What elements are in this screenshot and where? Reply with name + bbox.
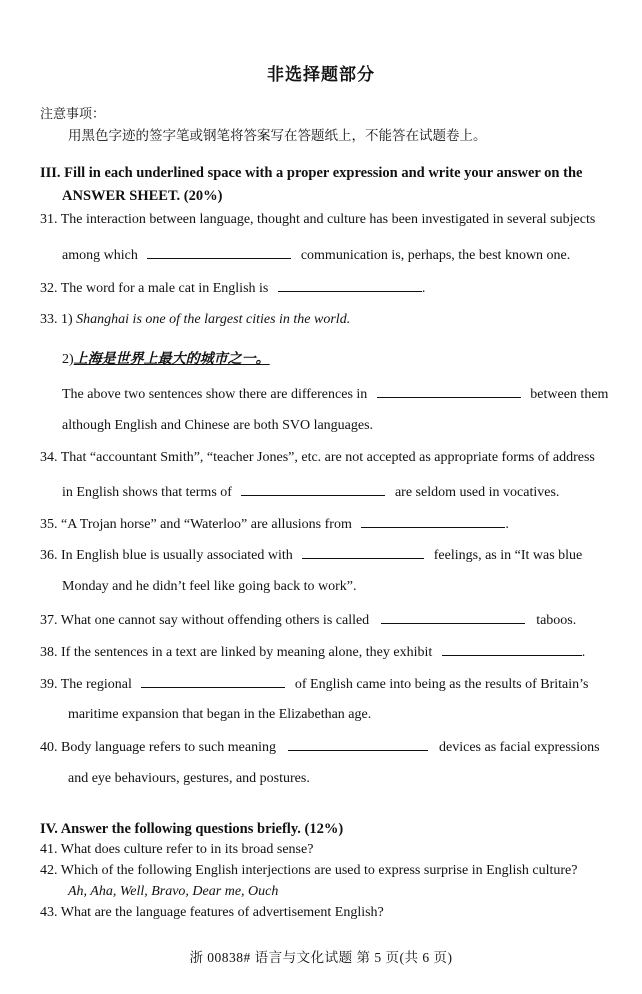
q33-sentence-chinese: 上海是世界上最大的城市之一。: [73, 352, 270, 367]
q40-text-after: devices as facial expressions: [439, 740, 600, 755]
q43-line: 43. What are the language features of advertisement English?: [40, 905, 384, 920]
q37-text-after: taboos.: [536, 613, 577, 628]
q36-text-after: feelings, as in “It was blue: [433, 548, 583, 563]
q36-line2: Monday and he didn’t feel like going back to work”.: [62, 579, 357, 594]
q37-answer-blank: [381, 611, 525, 624]
q31-line1: 31. The interaction between language, thought and culture has been investigated in several subjects: [40, 212, 596, 227]
notice-heading: 注意事项：: [40, 106, 106, 121]
q33-line3: [62, 385, 608, 403]
q33-line4: although English and Chinese are both SVO languages.: [62, 418, 374, 433]
q36-answer-blank: [302, 546, 424, 559]
q32-line: [40, 279, 425, 297]
section-4-heading: IV. Answer the following questions briefly. (12%): [40, 821, 344, 837]
q36-text-before: 36. In English blue is usually associated with: [40, 548, 293, 563]
q33-number: 33. 1): [40, 312, 73, 327]
q34-line2: [62, 483, 559, 501]
q35-answer-blank: [361, 515, 505, 528]
q38-text-after: .: [581, 645, 586, 660]
q41-line: 41. What does culture refer to in its broad sense?: [40, 842, 314, 857]
q39-text-after: of English came into being as the results of Britain’s: [294, 677, 589, 692]
q42-options: Ah, Aha, Well, Bravo, Dear me, Ouch: [68, 884, 279, 899]
q33-line1: [40, 312, 350, 328]
q31-answer-blank: [147, 246, 291, 259]
q38-text-before: 38. If the sentences in a text are linked by meaning alone, they exhibit: [40, 645, 433, 660]
q39-line2: maritime expansion that began in the Elizabethan age.: [68, 707, 372, 722]
q32-text-before: 32. The word for a male cat in English is: [40, 281, 269, 296]
q40-answer-blank: [288, 738, 428, 751]
q31-text-after: communication is, perhaps, the best known one.: [300, 248, 571, 263]
q31-text-before: among which: [62, 248, 138, 263]
q33-sub-number: 2): [62, 352, 74, 367]
q37-line: [40, 611, 576, 629]
q34-text-after: are seldom used in vocatives.: [394, 485, 560, 500]
q37-text-before: 37. What one cannot say without offending others is called: [40, 613, 370, 628]
q38-line: [40, 643, 585, 661]
q39-text-before: 39. The regional: [40, 677, 132, 692]
q39-line1: [40, 675, 588, 693]
q36-line1: [40, 546, 582, 564]
q31-line2: [62, 246, 570, 264]
q40-line2: and eye behaviours, gestures, and postures.: [68, 771, 310, 786]
q40-line1: [40, 738, 600, 756]
q34-answer-blank: [241, 483, 385, 496]
q34-line1: 34. That “accountant Smith”, “teacher Jones”, etc. are not accepted as appropriate forms of address: [40, 450, 595, 465]
q42-line1: 42. Which of the following English interjections are used to express surprise in English culture?: [40, 863, 578, 878]
section-3-heading-line2: ANSWER SHEET. (20%): [62, 188, 223, 204]
q35-line: [40, 515, 509, 533]
q35-text-after: .: [505, 517, 509, 532]
page-footer: 浙 00838# 语言与文化试题 第 5 页(共 6 页): [189, 950, 453, 965]
q33-text-before: The above two sentences show there are differences in: [62, 387, 368, 402]
q32-answer-blank: [278, 279, 422, 292]
q33-text-after: between them: [530, 387, 609, 402]
q39-answer-blank: [141, 675, 285, 688]
q35-text-before: 35. “A Trojan horse” and “Waterloo” are allusions from: [40, 517, 352, 532]
q32-text-after: .: [421, 281, 426, 296]
section-3-heading: III. Fill in each underlined space with a proper expression and write your answer on the: [40, 165, 583, 181]
q33-answer-blank: [377, 385, 521, 398]
q33-sentence-english: Shanghai is one of the largest cities in the world.: [76, 312, 351, 327]
page-title: 非选择题部分: [267, 65, 375, 84]
q40-text-before: 40. Body language refers to such meaning: [40, 740, 276, 755]
q33-line2: [62, 348, 270, 368]
notice-text: 用黑色字迹的签字笔或钢笔将答案写在答题纸上，不能答在试题卷上。: [68, 128, 487, 143]
q34-text-before: in English shows that terms of: [62, 485, 232, 500]
q38-answer-blank: [442, 643, 582, 656]
